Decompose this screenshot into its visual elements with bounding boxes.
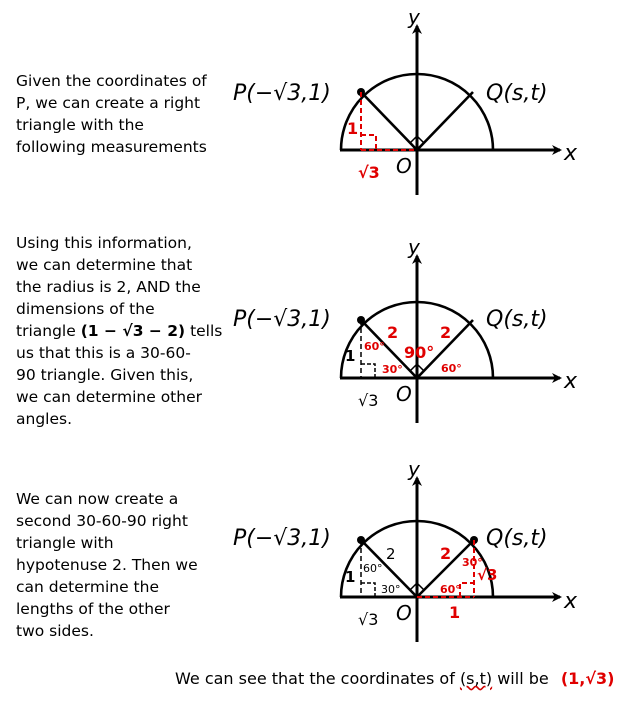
base-one-label: 1 (449, 603, 461, 622)
radius-op-label: 2 (387, 323, 399, 342)
p1-line-2: P, we can create a right (16, 94, 201, 112)
side-one-label: 1 (345, 347, 356, 365)
point-p-label: P(−√3,1) (233, 307, 331, 332)
p3-line-6: lengths of the other (16, 600, 170, 618)
p2-line-1: Using this information, (16, 234, 192, 252)
p1-line-1: Given the coordinates of (16, 72, 207, 90)
angle-60-label: 60° (364, 340, 385, 353)
p3-line-5: can determine the (16, 578, 159, 596)
radius-op-label: 2 (386, 545, 396, 563)
origin-label: O (396, 154, 412, 178)
p1-line-4: following measurements (16, 138, 207, 156)
conclusion-coordinates: (1,√3) (560, 669, 615, 688)
angle-30-right-label: 30° (462, 556, 483, 569)
diagram-3 (233, 457, 578, 642)
y-axis-label: y (408, 235, 420, 259)
p2-line-9: angles. (16, 410, 73, 428)
p3-line-4: hypotenuse 2. Then we (16, 556, 198, 574)
p2-line-4: dimensions of the (16, 300, 155, 318)
p1-line-3: triangle with the (16, 116, 144, 134)
radius-oq (417, 92, 473, 150)
conclusion-prefix: We can see that the coordinates of (175, 669, 460, 688)
origin-label: O (396, 601, 412, 625)
dashed-right-angle-left (361, 583, 375, 597)
p2-line-7: 90 triangle. Given this, (16, 366, 194, 384)
radius-oq-label: 2 (440, 544, 452, 563)
height-sqrt3-label: √3 (477, 566, 498, 584)
origin-label: O (396, 382, 412, 406)
side-one-label: 1 (347, 119, 359, 138)
y-axis-label: y (408, 5, 420, 29)
diagram-2 (233, 235, 578, 423)
p3-line-3: triangle with (16, 534, 114, 552)
x-axis-label: x (564, 141, 578, 166)
red-right-angle (361, 135, 376, 150)
conclusion-sentence (175, 669, 615, 688)
p2-line-8: we can determine other (16, 388, 202, 406)
p2-line-6: us that this is a 30-60- (16, 344, 191, 362)
point-q-label: Q(s,t) (486, 307, 548, 332)
p3-line-2: second 30-60-90 right (16, 512, 188, 530)
angle-90-label: 90° (404, 343, 435, 362)
point-p-label: P(−√3,1) (233, 526, 331, 551)
dashed-right-angle (361, 364, 375, 378)
radius-op (361, 92, 417, 150)
side-sqrt3-label: √3 (358, 163, 380, 182)
conclusion-st: (s,t) (459, 669, 493, 688)
angle-60-right-label: 60° (441, 362, 462, 375)
conclusion-middle: will be (492, 669, 554, 688)
triangle-dimensions: (1 − √3 − 2) (80, 322, 186, 340)
y-axis-label: y (408, 457, 420, 481)
point-q-label: Q(s,t) (486, 526, 548, 551)
point-p-label: P(−√3,1) (233, 81, 331, 106)
radius-oq-label: 2 (440, 323, 452, 342)
side-one-label: 1 (345, 568, 356, 586)
angle-30-label: 30° (382, 363, 403, 376)
x-axis-label: x (564, 369, 578, 394)
side-sqrt3-label: √3 (358, 610, 379, 629)
tells-word: tells (190, 322, 223, 340)
x-axis-label: x (564, 589, 578, 614)
p3-line-7: two sides. (16, 622, 94, 640)
angle-60-label: 60° (363, 562, 383, 575)
side-sqrt3-label: √3 (358, 391, 379, 410)
red-right-angle (460, 583, 474, 597)
p3-line-1: We can now create a (16, 490, 179, 508)
angle-30-label: 30° (381, 583, 401, 596)
diagram-1 (233, 5, 578, 195)
p2-line-2: we can determine that (16, 256, 193, 274)
point-q-label: Q(s,t) (486, 81, 548, 106)
p2-triangle-word: triangle (16, 322, 76, 340)
angle-60-right-label: 60° (440, 583, 461, 596)
p2-line-3: the radius is 2, AND the (16, 278, 201, 296)
